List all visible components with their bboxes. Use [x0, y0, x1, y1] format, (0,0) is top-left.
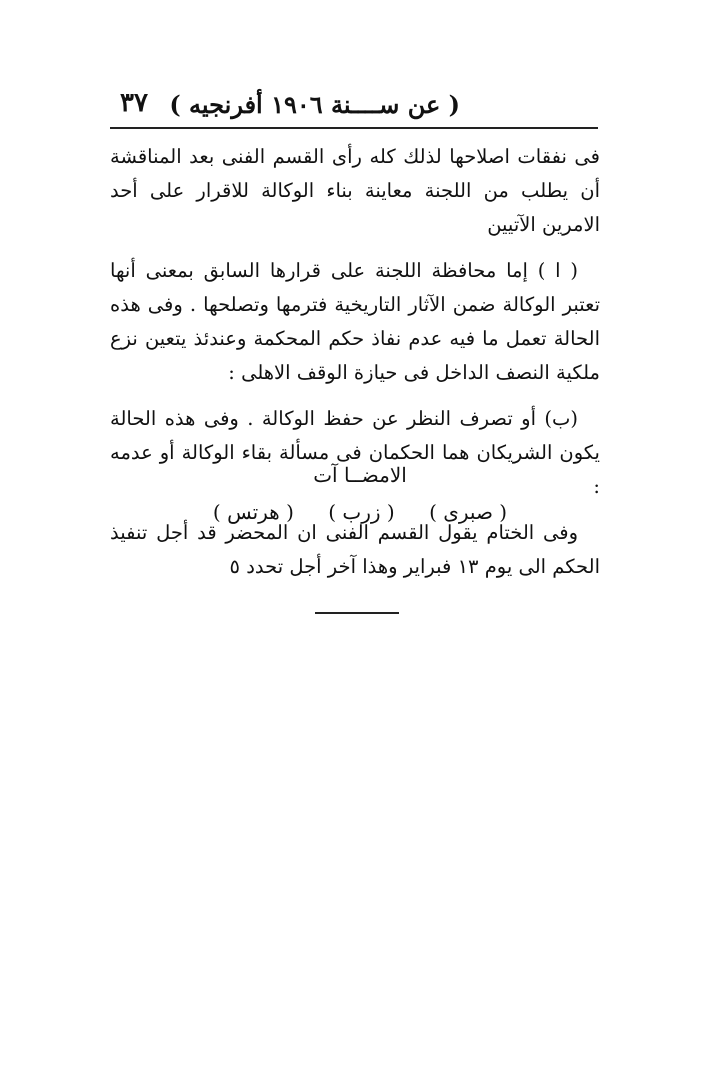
paragraph-option-a: ( ا ) إما محافظة اللجنة على قرارها السابق بمعنى أنها تعتبر الوكالة ضمن الآثار التاريخية فترمها وتصلحها . وفى هذه الحالة تعمل ما فيه عدم نفاذ حكم المحكمة وعندئذ يتعين نزع ملكية النصف الداخل فى حيازة الوقف الاهلى : [110, 259, 600, 384]
signature-name: ( هرتس ) [212, 500, 294, 524]
signature-name: ( صبرى ) [429, 500, 508, 524]
page-header-title: ( عن ســــنة ١٩٠٦ أفرنجيه ) [169, 90, 460, 119]
header-divider [110, 127, 598, 129]
signatures-row [0, 500, 720, 524]
end-divider [315, 612, 399, 614]
page-header [110, 86, 600, 126]
paragraph-conclusion: وفى الختام يقول القسم الفنى ان المحضر قد أجل تنفيذ الحكم الى يوم ١٣ فبراير وهذا آخر أجل تحدد ٥ [110, 521, 600, 578]
page-number: ٣٧ [120, 88, 148, 118]
body-text [110, 140, 600, 596]
paragraph-option-b: (ب) أو تصرف النظر عن حفظ الوكالة . وفى هذه الحالة يكون الشريكان هما الحكمان فى مسألة بقاء الوكالة أو عدمه : [110, 407, 600, 498]
signature-name: ( زرب ) [328, 500, 395, 524]
paragraph-intro: فى نفقات اصلاحها لذلك كله رأى القسم الفنى بعد المناقشة أن يطلب من اللجنة معاينة بناء الوكالة للاقرار على أحد الامرين الآتيين [110, 145, 600, 236]
signatures-heading: الامضــا آت [313, 463, 407, 487]
